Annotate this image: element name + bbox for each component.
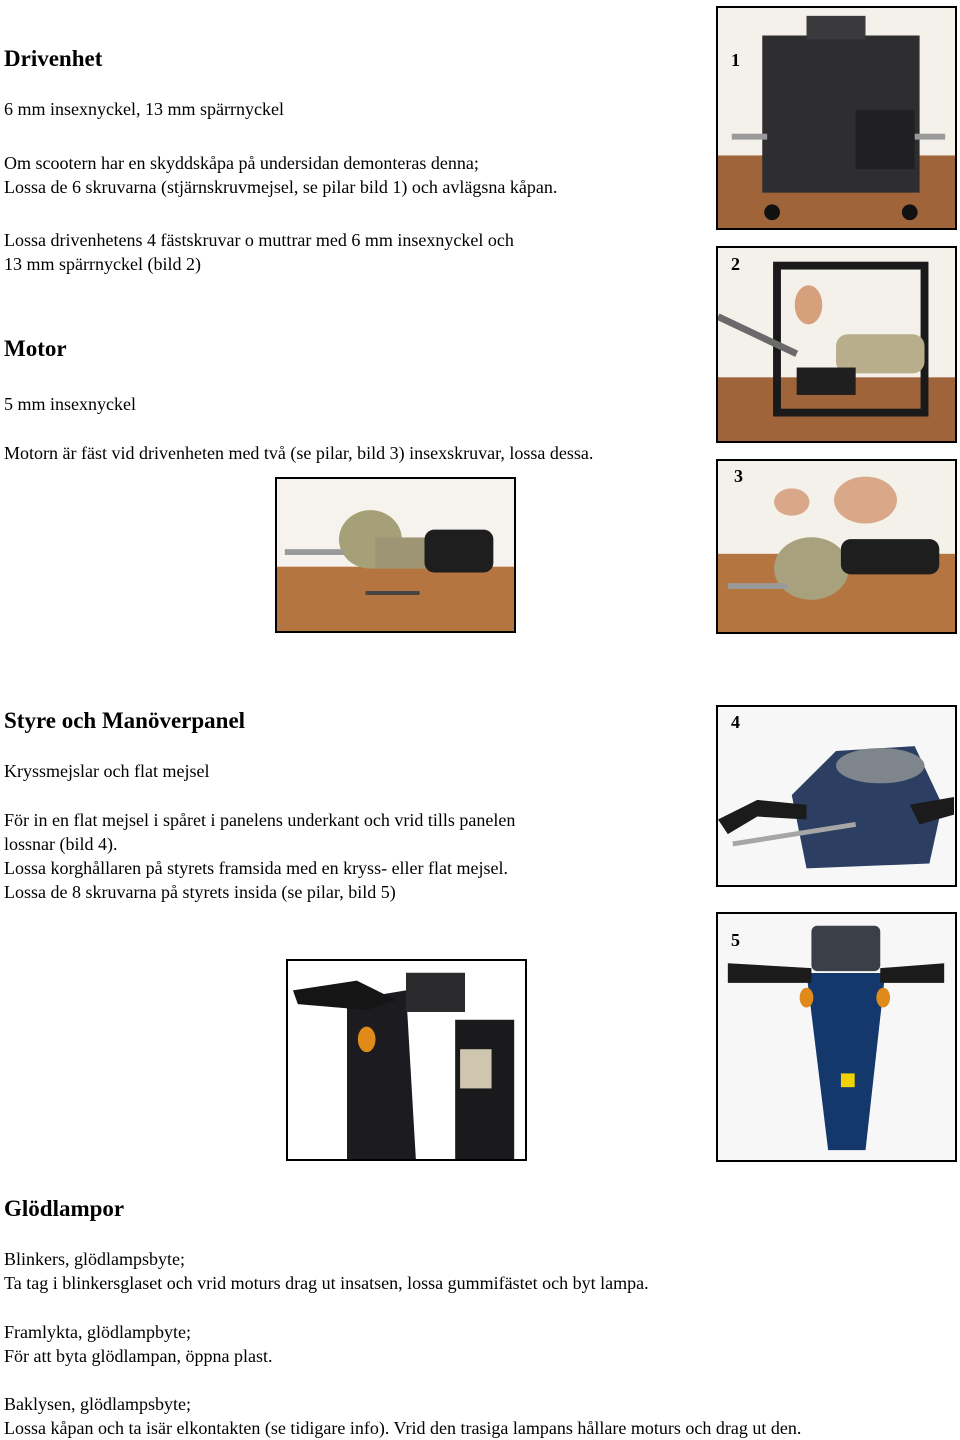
- drivenhet-text-1b: Lossa de 6 skruvarna (stjärnskruvmejsel, se pilar bild 1) och avlägsna kåpan.: [4, 177, 558, 197]
- heading-glodlampor: Glödlampor: [4, 1196, 125, 1221]
- styre-tools: Kryssmejslar och flat mejsel: [4, 761, 210, 781]
- figure-number-2: 2: [731, 254, 740, 274]
- styre-text-1: För in en flat mejsel i spåret i panelens underkant och vrid tills panelen: [4, 810, 516, 830]
- photo-handlebar-rear: [716, 912, 957, 1162]
- glod-framlykta-text: För att byta glödlampan, öppna plast.: [4, 1346, 273, 1366]
- heading-styre: Styre och Manöverpanel: [4, 708, 246, 733]
- figure-number-1: 1: [731, 50, 740, 70]
- drivenhet-text-2a: Lossa drivenhetens 4 fästskruvar o muttrar med 6 mm insexnyckel och: [4, 230, 514, 250]
- heading-motor: Motor: [4, 336, 67, 361]
- photo-handlebar-interior: [286, 959, 527, 1161]
- figure-number-4: 4: [731, 712, 740, 732]
- glod-blinkers-text: Ta tag i blinkersglaset och vrid moturs drag ut insatsen, lossa gummifästet och byt lampa.: [4, 1273, 649, 1293]
- figure-number-5: 5: [731, 930, 740, 950]
- glod-blinkers-title: Blinkers, glödlampsbyte;: [4, 1249, 185, 1269]
- glod-baklysen-title: Baklysen, glödlampsbyte;: [4, 1394, 191, 1414]
- glod-baklysen-text: Lossa kåpan och ta isär elkontakten (se tidigare info). Vrid den trasiga lampans hållare moturs och drag ut den.: [4, 1418, 802, 1438]
- motor-text: Motorn är fäst vid drivenheten med två (se pilar, bild 3) insexskruvar, lossa dessa.: [4, 443, 594, 463]
- photo-motor-detached: [275, 477, 516, 633]
- heading-drivenhet: Drivenhet: [4, 46, 103, 71]
- drivenhet-text-1a: Om scootern har en skyddskåpa på undersidan demonteras denna;: [4, 153, 479, 173]
- photo-panel-removal: [716, 705, 957, 887]
- styre-text-3: Lossa korghållaren på styrets framsida med en kryss- eller flat mejsel.: [4, 858, 509, 878]
- drivenhet-text-2b: 13 mm spärrnyckel (bild 2): [4, 254, 201, 274]
- styre-text-4: Lossa de 8 skruvarna på styrets insida (se pilar, bild 5): [4, 882, 396, 902]
- glod-framlykta-title: Framlykta, glödlampbyte;: [4, 1322, 191, 1342]
- photo-loosen-motor-screws: [716, 459, 957, 634]
- styre-text-2: lossnar (bild 4).: [4, 834, 118, 854]
- photo-drive-unit-underside: [716, 6, 957, 230]
- motor-tools: 5 mm insexnyckel: [4, 394, 136, 414]
- photo-loosen-drive-unit: [716, 246, 957, 443]
- drivenhet-tools: 6 mm insexnyckel, 13 mm spärrnyckel: [4, 99, 284, 119]
- figure-number-3: 3: [734, 466, 743, 486]
